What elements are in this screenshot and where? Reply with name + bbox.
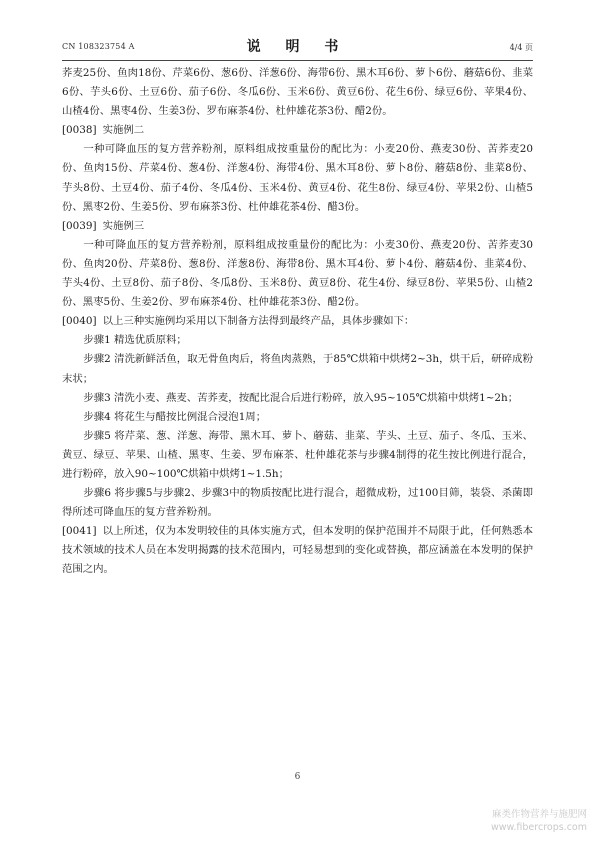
paragraph-text: 一种可降血压的复方营养粉剂，原料组成按重量份的配比为：小麦30份、燕麦20份、苦荞麦30份、鱼肉20份、芹菜8份、葱8份、洋葱8份、海带8份、黑木耳4份、萝卜4份、蘑菇4份、韭菜4份、芋头4份、土豆8份、茄子8份、冬瓜8份、玉米8份、黄豆8份、花生4份、绿豆8份、苹果5份、山楂2份、黑枣5份、生姜2份、罗布麻茶4份、杜仲雄花茶3份、醋2份。 xyxy=(62,238,533,309)
paragraph-number: [0039] xyxy=(62,219,97,232)
paragraph-text: 步骤3 清洗小麦、燕麦、苦荞麦，按配比混合后进行粉碎，放入95~105℃烘箱中烘烤1~2h； xyxy=(83,391,519,404)
paragraph-text: 实施例三 xyxy=(102,219,145,232)
page-number: 6 xyxy=(294,772,301,782)
paragraph xyxy=(62,217,533,236)
document-body xyxy=(62,64,533,580)
paragraph-text: 荞麦25份、鱼肉18份、芹菜6份、葱6份、洋葱6份、海带6份、黑木耳6份、萝卜6份、蘑菇6份、韭菜6份、芋头6份、土豆6份、茄子6份、冬瓜6份、玉米6份、黄豆6份、花生6份、绿豆6份、苹果4份、山楂4份、黑枣4份、生姜3份、罗布麻茶4份、杜仲雄花茶3份、醋2份。 xyxy=(62,67,533,118)
paragraph-text: 以上三种实施例均采用以下制备方法得到最终产品，具体步骤如下： xyxy=(102,315,415,328)
step-paragraph xyxy=(62,484,533,522)
step-paragraph xyxy=(62,389,533,408)
step-paragraph xyxy=(62,350,533,388)
paragraph xyxy=(62,522,533,579)
paragraph-text: 步骤5 将芹菜、葱、洋葱、海带、黑木耳、萝卜、蘑菇、韭菜、芋头、土豆、茄子、冬瓜、玉米、黄豆、绿豆、苹果、山楂、黑枣、生姜、罗布麻茶、杜仲雄花茶与步骤4制得的花生按比例进行混合，进行粉碎，放入90~100℃烘箱中烘烤1~1.5h； xyxy=(62,429,533,480)
document-title: 说 明 书 xyxy=(246,39,349,55)
page-indicator: 4/4 页 xyxy=(509,43,533,52)
paragraph xyxy=(62,64,533,121)
paragraph-text: 步骤1 精选优质原料； xyxy=(83,334,187,347)
watermark-url: www.fibercrops.com xyxy=(490,822,587,833)
step-paragraph xyxy=(62,427,533,484)
watermark xyxy=(455,808,587,834)
paragraph-text: 一种可降血压的复方营养粉剂，原料组成按重量份的配比为：小麦20份、燕麦30份、苦荞麦20份、鱼肉15份、芹菜4份、葱4份、洋葱4份、海带4份、黑木耳8份、萝卜8份、蘑菇8份、韭菜8份、芋头8份、土豆4份、茄子4份、冬瓜4份、玉米4份、黄豆4份、花生8份、绿豆4份、苹果2份、山楂5份、黑枣2份、生姜5份、罗布麻茶3份、杜仲雄花茶4份、醋3份。 xyxy=(62,143,533,213)
paragraph-text: 实施例二 xyxy=(102,124,145,137)
paragraph-text: 以上所述，仅为本发明较佳的具体实施方式，但本发明的保护范围并不局限于此，任何熟悉本技术领域的技术人员在本发明揭露的技术范围内，可轻易想到的变化或替换，都应涵盖在本发明的保护范围之内。 xyxy=(62,525,533,576)
paragraph xyxy=(62,121,533,140)
paragraph-text: 步骤4 将花生与醋按比例混合浸泡1周； xyxy=(83,410,267,423)
watermark-name: 麻类作物营养与施肥网 xyxy=(491,809,587,820)
step-paragraph xyxy=(62,408,533,427)
step-paragraph xyxy=(62,331,533,350)
page-header xyxy=(62,36,533,58)
header-divider xyxy=(62,60,533,61)
paragraph xyxy=(62,236,533,312)
paragraph-number: [0038] xyxy=(62,124,97,137)
paragraph-number: [0040] xyxy=(62,315,97,328)
patent-number: CN 108323754 A xyxy=(62,42,135,51)
paragraph xyxy=(62,140,533,216)
paragraph xyxy=(62,312,533,331)
paragraph-number: [0041] xyxy=(62,525,97,538)
paragraph-text: 步骤2 清洗新鲜活鱼，取无骨鱼肉后，将鱼肉蒸熟，于85℃烘箱中烘烤2~3h，烘干后，研碎成粉末状； xyxy=(62,353,533,385)
paragraph-text: 步骤6 将步骤5与步骤2、步骤3中的物质按配比进行混合，超微成粉，过100目筛，装袋、杀菌即得所述可降血压的复方营养粉剂。 xyxy=(62,487,533,519)
